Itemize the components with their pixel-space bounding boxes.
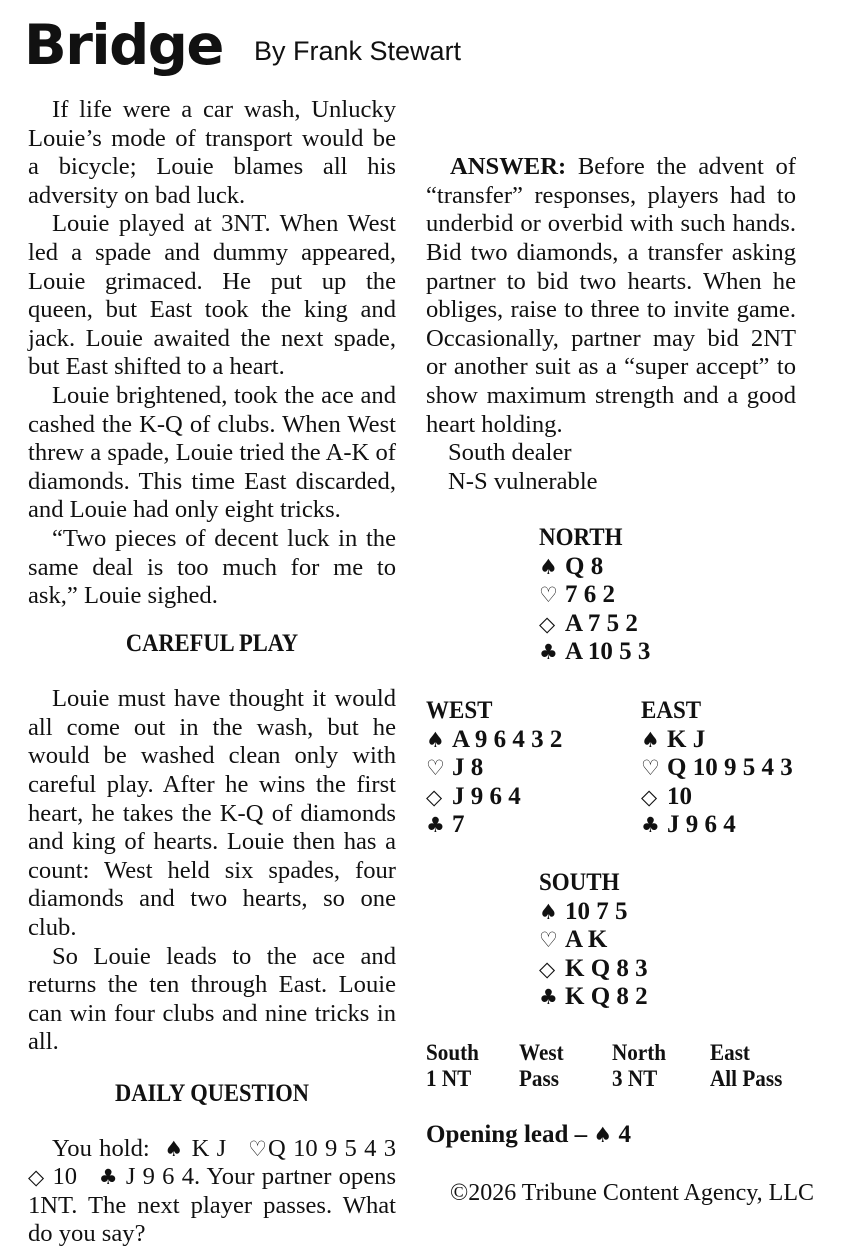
south-hand — [539, 869, 648, 1012]
question-continuation-space — [426, 96, 796, 153]
question-intro: You hold: — [52, 1134, 150, 1162]
east-clubs: J 9 6 4 — [667, 811, 736, 839]
right-column — [426, 96, 796, 496]
spade-icon: ♠ — [164, 1136, 185, 1161]
copyright: ©2026 Tribune Content Agency, LLC — [450, 1180, 815, 1206]
heart-icon: ♡ — [248, 1136, 269, 1161]
bid-east: All Pass — [710, 1066, 783, 1091]
diamond-icon: ◇ — [641, 784, 658, 809]
opening-lead-card: 4 — [618, 1121, 631, 1148]
story-paragraph-4: “Two pieces of decent luck in the same deal is too much for me to ask,” Louie sighed. — [28, 524, 396, 610]
west-label: WEST — [426, 697, 493, 724]
careful-play-heading: CAREFUL PLAY — [125, 629, 299, 657]
opening-lead — [426, 1120, 631, 1150]
south-diamonds: K Q 8 3 — [565, 954, 648, 982]
east-hearts: Q 10 9 5 4 3 — [667, 754, 793, 782]
careful-paragraph-2: So Louie leads to the ace and returns the ten through East. Louie can win four clubs and nine tricks in all. — [28, 942, 396, 1056]
club-icon: ♣ — [426, 813, 445, 838]
heart-icon: ♡ — [539, 583, 558, 608]
diamond-icon: ◇ — [28, 1165, 46, 1190]
club-icon: ♣ — [539, 640, 558, 665]
north-diamonds: A 7 5 2 — [565, 609, 638, 637]
south-spades: 10 7 5 — [565, 897, 628, 925]
west-diamonds: J 9 6 4 — [452, 782, 521, 810]
bidding-header-east: East — [710, 1040, 750, 1065]
east-hand — [641, 697, 793, 840]
left-column — [28, 96, 396, 1249]
bidding-header-north: North — [612, 1040, 667, 1065]
south-clubs: K Q 8 2 — [565, 983, 648, 1011]
heart-icon: ♡ — [539, 928, 558, 953]
diamond-icon: ◇ — [539, 611, 556, 636]
opening-lead-label: Opening lead – — [426, 1121, 588, 1148]
dealer-line: South dealer — [448, 439, 572, 467]
club-icon: ♣ — [539, 985, 558, 1010]
bid-south: 1 NT — [426, 1066, 472, 1091]
byline: By Frank Stewart — [254, 36, 462, 66]
question-clubs: J 9 6 4 — [125, 1163, 195, 1191]
daily-question-heading: DAILY QUESTION — [114, 1080, 310, 1107]
bid-west: Pass — [519, 1066, 559, 1091]
east-diamonds: 10 — [667, 782, 692, 810]
west-hearts: J 8 — [452, 754, 484, 782]
question-hearts: Q 10 9 5 4 3 — [268, 1134, 396, 1162]
heart-icon: ♡ — [426, 756, 445, 781]
bid-north: 3 NT — [612, 1066, 658, 1091]
east-label: EAST — [641, 697, 702, 724]
club-icon: ♣ — [98, 1165, 119, 1190]
masthead — [24, 10, 844, 80]
west-hand — [426, 697, 562, 840]
spade-icon: ♠ — [539, 554, 558, 579]
west-clubs: 7 — [452, 811, 465, 839]
daily-question-text — [28, 1135, 396, 1249]
column-title: Bridge — [24, 13, 223, 77]
question-diamonds: 10 — [52, 1163, 78, 1191]
north-hearts: 7 6 2 — [565, 581, 615, 609]
story-paragraph-1: If life were a car wash, Unlucky Louie’s mode of transport would be a bicycle; Louie blames all his adversity on bad luck. — [28, 96, 396, 209]
answer-paragraph — [426, 153, 796, 439]
club-icon: ♣ — [641, 813, 660, 838]
east-spades: K J — [667, 725, 706, 753]
answer-label: ANSWER: — [450, 153, 567, 181]
story-paragraph-3: Louie brightened, took the ace and cashed the K-Q of clubs. When West threw a spade, Louie tried the A-K of diamonds. This time East discarded, and Louie had only eight tricks. — [28, 381, 396, 524]
south-label: SOUTH — [539, 869, 620, 896]
west-spades: A 9 6 4 3 2 — [452, 725, 563, 753]
heart-icon: ♡ — [641, 756, 660, 781]
spade-icon: ♠ — [426, 727, 445, 752]
north-hand — [539, 524, 650, 667]
story-paragraph-2: Louie played at 3NT. When West led a spade and dummy appeared, Louie grimaced. He put up the queen, but East took the king and jack. Louie awaited the next spade, but East shifted to a heart. — [28, 210, 396, 381]
south-hearts: A K — [565, 926, 608, 954]
north-label: NORTH — [539, 524, 623, 551]
diamond-icon: ◇ — [539, 956, 556, 981]
answer-text: Before the advent of “transfer” responses, players had to underbid or overbid with such hands. Bid two diamonds, a transfer asking partner to bid two hearts. When he obliges, raise to three to invite game. Occasionally, partner may bid 2NT or another suit as a “super accept” to show maximum strength and a good heart holding. — [426, 153, 796, 438]
question-tail: . Your partner opens 1NT. The next player passes. What do you say? — [28, 1163, 397, 1248]
north-clubs: A 10 5 3 — [565, 638, 651, 666]
careful-paragraph-1: Louie must have thought it would all come out in the wash, but he would be washed clean only with careful play. After he wins the first heart, he takes the K-Q of diamonds and king of hearts. Louie then has a count: West held six spades, four diamonds and two hearts, so one club. — [28, 685, 396, 942]
diamond-icon: ◇ — [426, 784, 443, 809]
vulnerability-line: N-S vulnerable — [448, 467, 598, 495]
question-spades: K J — [191, 1134, 227, 1162]
spade-icon: ♠ — [539, 899, 558, 924]
spade-icon: ♠ — [641, 727, 660, 752]
bidding-header-west: West — [519, 1040, 564, 1065]
north-spades: Q 8 — [565, 552, 604, 580]
spade-icon: ♠ — [593, 1123, 613, 1147]
bidding-header-south: South — [426, 1040, 479, 1065]
